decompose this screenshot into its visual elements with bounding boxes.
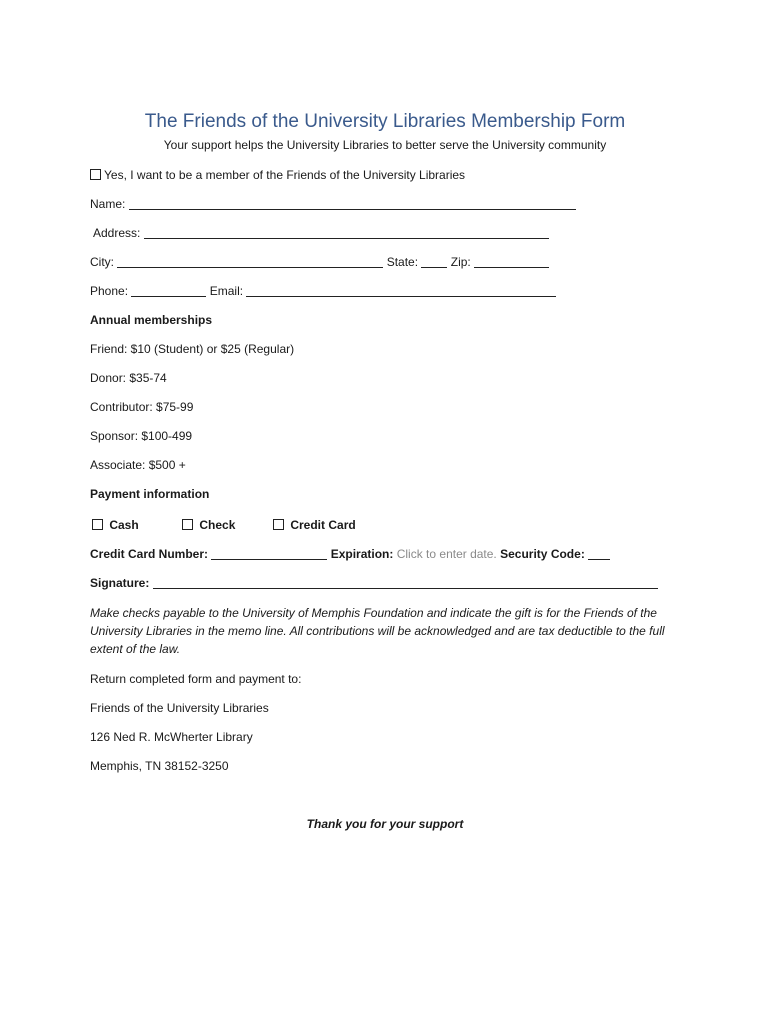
address-label: Address: [93,226,141,240]
phone-email-row [90,283,556,299]
zip-field[interactable] [474,255,549,268]
membership-checkbox[interactable] [90,169,101,180]
membership-checkbox-label: Yes, I want to be a member of the Friends of the University Libraries [104,168,466,182]
zip-label: Zip: [450,255,471,269]
annual-memberships-heading: Annual memberships [90,313,213,327]
check-label: Check [199,518,236,532]
state-field[interactable] [421,255,447,268]
city-field[interactable] [117,255,383,268]
return-intro: Return completed form and payment to: [90,672,302,686]
credit-card-checkbox[interactable] [273,519,284,530]
city-label: City: [90,255,114,269]
phone-field[interactable] [131,284,206,297]
page-title: The Friends of the University Libraries Membership Form [144,111,626,132]
name-field[interactable] [129,197,576,210]
expiration-date-picker[interactable]: Click to enter date. [396,547,497,561]
email-label: Email: [209,284,244,298]
page-subtitle: Your support helps the University Libraries to better serve the University community [163,138,607,152]
credit-card-label: Credit Card [290,518,356,532]
phone-label: Phone: [90,284,129,298]
membership-level-donor: Donor: $35-74 [90,371,167,385]
credit-card-number-field[interactable] [211,547,327,560]
payment-option-credit-card[interactable] [273,517,356,533]
check-checkbox[interactable] [182,519,193,530]
address-row [93,225,549,241]
state-label: State: [386,255,419,269]
signature-label: Signature: [90,576,150,590]
return-org: Friends of the University Libraries [90,701,269,715]
thank-you-note: Thank you for your support [306,817,464,831]
credit-card-row [90,546,610,562]
expiration-label: Expiration: [330,547,394,561]
return-address-line1: 126 Ned R. McWherter Library [90,730,253,744]
membership-level-associate: Associate: $500 + [90,458,186,472]
cash-checkbox[interactable] [92,519,103,530]
email-field[interactable] [246,284,556,297]
membership-level-sponsor: Sponsor: $100-499 [90,429,193,443]
signature-row [90,575,658,591]
return-address-line2: Memphis, TN 38152-3250 [90,759,229,773]
name-label: Name: [90,197,126,211]
membership-level-friend: Friend: $10 (Student) or $25 (Regular) [90,342,295,356]
check-instructions: Make checks payable to the University of Memphis Foundation and indicate the gift is for the Friends of the University Libraries in the memo line. All contributions will be acknowledged and are tax deductible to the full extent of the law. [90,606,665,656]
name-row [90,196,576,212]
membership-level-contributor: Contributor: $75-99 [90,400,194,414]
address-field[interactable] [144,226,549,239]
signature-field[interactable] [153,576,658,589]
credit-card-number-label: Credit Card Number: [90,547,209,561]
cash-label: Cash [109,518,139,532]
membership-checkbox-row[interactable] [90,167,465,183]
security-code-label: Security Code: [500,547,585,561]
security-code-field[interactable] [588,547,610,560]
city-state-zip-row [90,254,549,270]
payment-option-check[interactable] [182,517,235,533]
payment-option-cash[interactable] [92,517,139,533]
payment-information-heading: Payment information [90,487,210,501]
